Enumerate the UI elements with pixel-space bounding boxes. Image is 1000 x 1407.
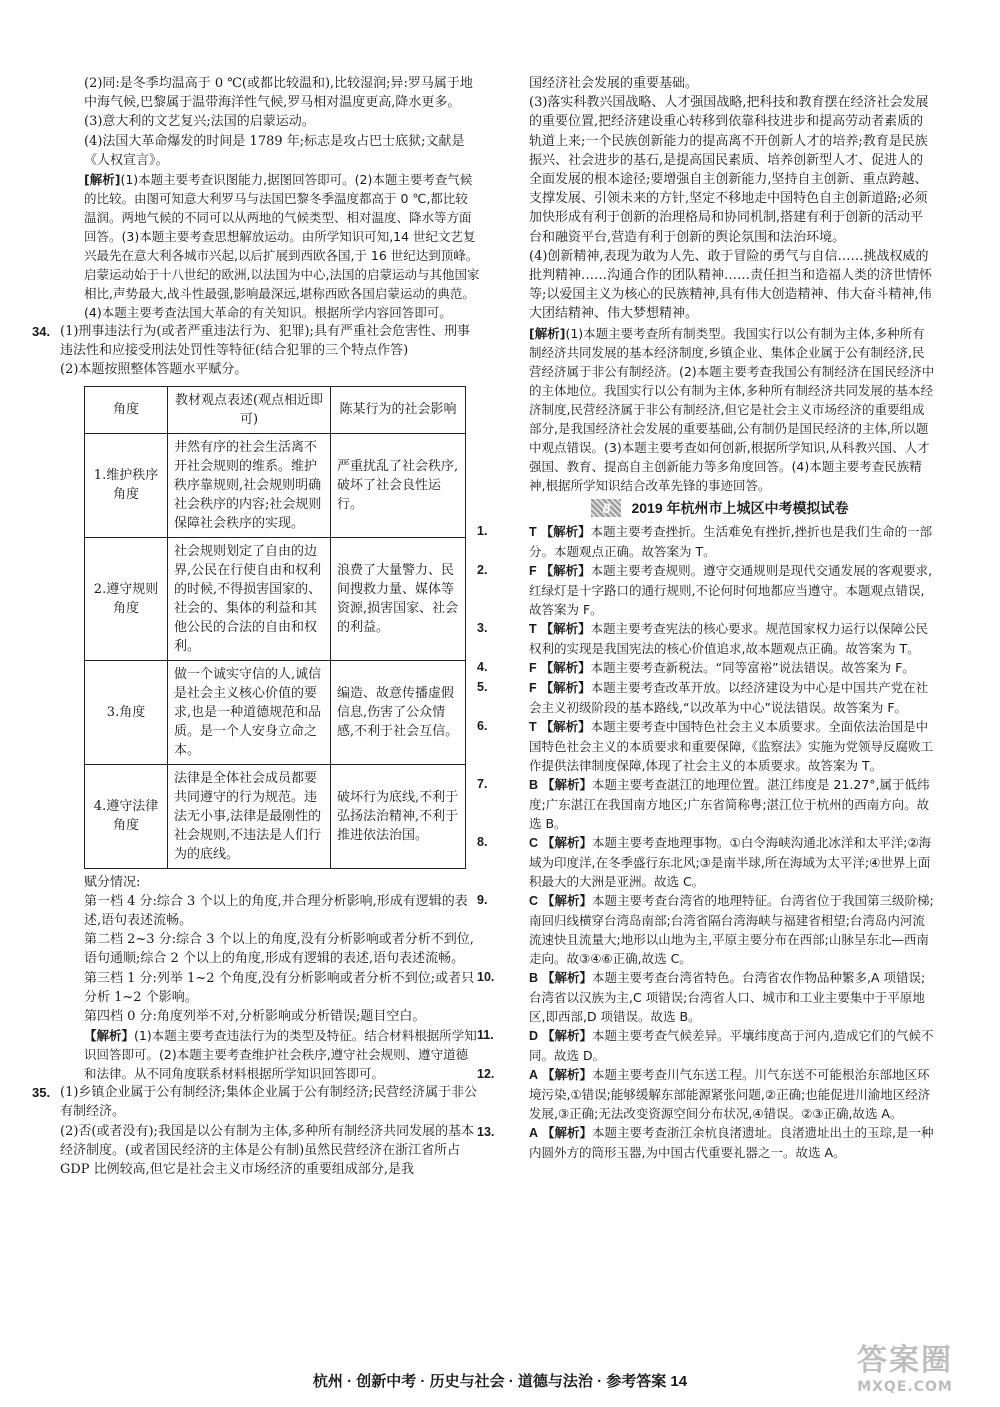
table-header: 陈某行为的社会影响 [331,386,466,433]
scoring-level: 第三档 1 分:列举 1~2 个角度,没有分析影响或者分析不到位;或者只分析 1~2 个影响。 [84,970,475,1005]
right-column [477,74,935,1162]
section-number: 8 [591,499,621,517]
answer-item: 4. F 【解析】本题主要考查新税法。“同等富裕”说法错误。故答案为 F。 [477,659,915,675]
table-row: 3.角度 做一个诚实守信的人,诚信是社会主义核心价值的要求,也是一种道德规范和品质。是一个人安身立命之本。 编造、故意传播虚假信息,伤害了公众情感,不利于社会互信。 [85,660,466,764]
table-header-row [85,386,466,433]
scoring-level: 第四档 0 分:角度列举不对,分析影响或分析错误;题目空白。 [84,1009,426,1025]
section-title: 2019 年杭州市上城区中考模拟试卷 [631,499,849,516]
scoring-level: 第一档 4 分:综合 3 个以上的角度,并合理分析影响,形成有逻辑的表述,语句表述流畅。 [84,893,468,929]
question-34: 34. (1)刑事违法行为(或者严重违法行为、犯罪);具有严重社会危害性、刑事违法性和应接受刑法处罚性等特征(结合犯罪的三个特点作答) (2)本题按照整体答题水平赋分。 [32,324,470,378]
scoring-table [84,386,466,869]
q35-part3: (3)落实科教兴国战略、人才强国战略,把科技和教育摆在经济社会发展的重要位置,把经济建设重心转移到依靠科技进步和提高劳动者素质的轨道上来;一个民族创新能力的提高离不开创新人才的培养;教育是民族振兴、社会进步的基石,是提高国民素质、培养创新型人才、促进人的全面发展的根本途径;要增强自主创新能力,坚持自主创新、重点跨越、支撑发展、引领未来的方针,坚定不移地走中国特色自主创新道路;必须加快形成有利于创新的治理格局和协同机制,搭建有利于创新的活动平台和融资平台,营造有利于创新的舆论氛围和法治环境。 [529,95,929,245]
q33-part3: (3)意大利的文艺复兴;法国的启蒙运动。 [84,114,315,130]
answer-item: 5. F 【解析】本题主要考查改革开放。以经济建设为中心是中国共产党在社会主义初级阶段的基本路线,“以改革为中心”说法错误。故答案为 F。 [477,679,929,715]
left-column [32,74,480,1179]
section-heading [505,499,935,518]
answer-item: 12. A 【解析】本题主要考查川气东送工程。川气东送不可能根治东部地区环境污染,①错误;能够缓解东部能源紧张问题,②正确;也能促进川渝地区经济发展,③正确;无法改变资源空间分布状况,④错误。②③正确,故选 A。 [477,1066,931,1121]
scoring-title: 赋分情况: [84,874,141,890]
q35-continued: 国经济社会发展的重要基础。 [529,76,699,91]
answer-item: 3. T 【解析】本题主要考查宪法的核心要求。规范国家权力运行以保障公民权利的实现是我国宪法的核心价值追求,故本题观点正确。故答案为 T。 [477,620,929,656]
q35-part4: (4)创新精神,表现为敢为人先、敢于冒险的勇气与自信……挑战权威的批判精神……沟通合作的团队精神……责任担当和造福人类的济世情怀等;以爱国主义为核心的民族精神,具有伟大创造精神、伟大奋斗精神,伟大团结精神、伟大梦想精神。 [529,248,933,322]
watermark-logo: 答案圈 MXQE.COM [857,1343,953,1395]
table-row: 1.维护秩序角度 井然有序的社会生活离不开社会规则的维系。维护秩序靠规则,社会规则明确社会秩序的内容;社会规则保障社会秩序的实现。 严重扰乱了社会秩序,破坏了社会良性运行。 [85,433,466,537]
table-row: 2.遵守规则角度 社会规则划定了自由的边界,公民在行使自由和权利的时候,不得损害国家的、社会的、集体的利益和其他公民的合法的自由和权利。 浪费了大量警力、民间搜救力量、媒体等资源,损害国家、社会的利益。 [85,537,466,660]
answer-item: 6. T 【解析】本题主要考查中国特色社会主义本质要求。全面依法治国是中国特色社会主义的本质要求和重要保障,《监察法》实施为党领导反腐败工作提供法律制度保障,体现了社会主义的本质要求。故答案为 T。 [477,718,933,773]
answer-item: 7. B 【解析】本题主要考查湛江的地理位置。湛江纬度是 21.27°,属于低纬度;广东湛江在我国南方地区;广东省简称粤;湛江位于杭州的西南方向。故选 B。 [477,776,930,831]
answer-item: 2. F 【解析】本题主要考查规则。遵守交通规则是现代交通发展的客观要求,红绿灯是十字路口的通行规则,不论何时何地都应当遵守。本题观点错误,故答案为 F。 [477,562,933,617]
q33-analysis: [解析](1)本题主要考查识图能力,据图回答即可。(2)本题主要考查气候的比较。由图可知意大利罗马与法国巴黎冬季温度都高于 0 ℃,都比较温润。两地气候的不同可以从两地的气候类型、相对温度、降水等方面回答。(3)本题主要考查思想解放运动。由所学知识可知,14 世纪文艺复兴最先在意大利各城市兴起,以后扩展到西欧各国,于 16 世纪达到顶峰。启蒙运动始于十八世纪的欧洲,以法国为中心,法国的启蒙运动与其他国家相比,声势最大,战斗性最强,影响最深远,堪称西欧各国启蒙运动的典范。(4)本题主要考查法国大革命的有关知识。根据所学内容回答即可。 [84,172,480,321]
page-footer: 杭州 · 创新中考 · 历史与社会 · 道德与法治 · 参考答案 14 [312,1373,688,1390]
answer-item: 9. C 【解析】本题主要考查台湾省的地理特征。台湾省位于我国第三级阶梯;南回归线横穿台湾岛南部;台湾省隔台湾海峡与福建省相望;台湾岛内河流流速快且流量大;地形以山地为主,平原主要分布在西部;山脉呈东北—西南走向。故③④⑥正确,故选 C。 [477,892,934,966]
table-header: 教材观点表述(观点相近即可) [168,386,331,433]
answer-item: 11. D 【解析】本题主要考查气候差异。平壤纬度高于河内,造成它们的气候不同。故选 D。 [477,1027,934,1063]
answer-item: 13. A 【解析】本题主要考查浙江余杭良渚遗址。良渚遗址出土的玉琮,是一种内圆外方的筒形玉器,为中国古代重要礼器之一。故选 A。 [477,1124,934,1160]
q33-part2: (2)同:是冬季均温高于 0 ℃(或都比较温和),比较湿润;异:罗马属于地中海气候,巴黎属于温带海洋性气候,罗马相对温度更高,降水更多。 [84,76,473,111]
q35-analysis: [解析](1)本题主要考查所有制类型。我国实行以公有制为主体,多种所有制经济共同发展的基本经济制度,乡镇企业、集体企业属于公有制经济,民营经济属于非公有制经济。(2)本题主要考查我国公有制经济在国民经济中的主体地位。我国实行以公有制为主体,多种所有制经济共同发展的基本经济制度,民营经济属于非公有制经济,但它是社会主义市场经济的重要组成部分,是我国经济社会发展的重要基础,公有制仍是国民经济的主体,所以题中观点错误。(3)本题主要考查如何创新,根据所学知识,从科教兴国、人才强国、教育、提高自主创新能力等多角度回答。(4)本题主要考查民族精神,根据所学知识结合改革先锋的事迹回答。 [529,325,935,493]
q33-part4: (4)法国大革命爆发的时间是 1789 年;标志是攻占巴士底狱;文献是《人权宣言》。 [84,133,465,168]
answer-item: 8. C 【解析】本题主要考查地理事物。①白令海峡沟通北冰洋和太平洋;②海域为印度洋,在冬季盛行东北风;③是南半球,所在海域为太平洋;④世界上面积最大的大洲是亚洲。故选 C。 [477,834,932,889]
question-35: 35. (1)乡镇企业属于公有制经济;集体企业属于公有制经济;民营经济属于非公有制经济。 (2)否(或者没有);我国是以公有制为主体,多种所有制经济共同发展的基本经济制度。(或者国民经济的主体是公有制)虽然民营经济在浙江省所占 GDP 比例较高,但它是社会主义市场经济的重要组成部分,是我 [32,1085,478,1178]
table-header: 角度 [85,386,168,433]
table-row: 4.遵守法律角度 法律是全体社会成员都要共同遵守的行为规范。违法无小事,法律是最刚性的社会规则,不违法是人们行为的底线。 破坏行为底线,不利于弘扬法治精神,不利于推进依法治国。 [85,764,466,868]
scoring-level: 第二档 2~3 分:综合 3 个以上的角度,没有分析影响或者分析不到位,语句通顺;综合 2 个以上的角度,形成有逻辑的表述,语句表述流畅。 [84,932,474,967]
answer-item: 10. B 【解析】本题主要考查台湾省特色。台湾省农作物品种繁多,A 项错误;台湾省以汉族为主,C 项错误;台湾省人口、城市和工业主要集中于平原地区,即西部,D 项错误。故选 B。 [477,969,926,1024]
q34-analysis: 【解析】(1)本题主要考查违法行为的类型及特征。结合材料根据所学知识回答即可。(2)本题主要考查维护社会秩序,遵守社会规则、遵守道德和法律。从不同角度联系材料根据所学知识回答即可。 [84,1028,477,1082]
answer-item: 1. T 【解析】本题主要考查挫折。生活难免有挫折,挫折也是我们生命的一部分。本题观点正确。故答案为 T。 [477,523,933,559]
